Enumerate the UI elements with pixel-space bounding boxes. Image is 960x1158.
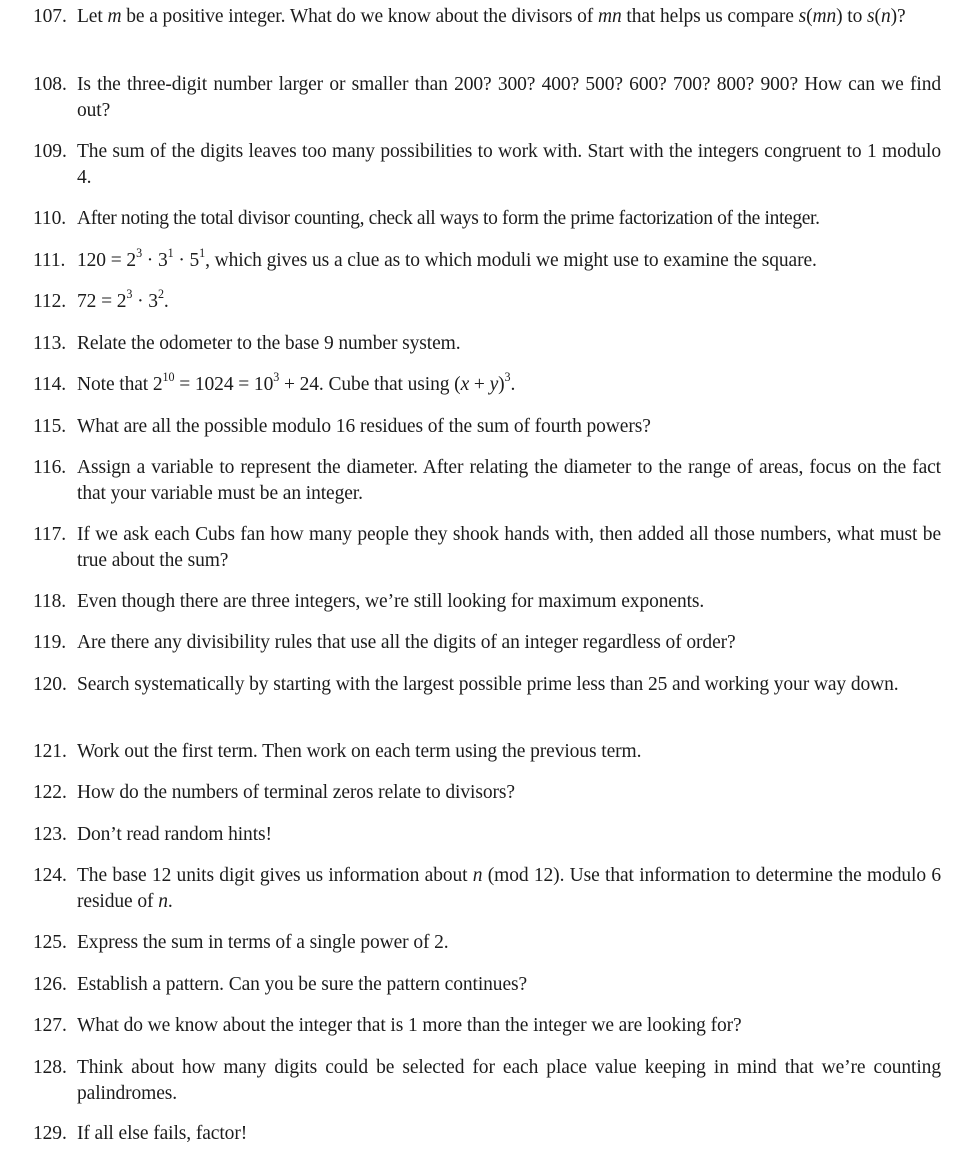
hint-text: What are all the possible modulo 16 residues of the sum of fourth powers? xyxy=(77,416,651,437)
math-variable: n xyxy=(880,6,891,27)
hint-number: 111. xyxy=(33,250,66,271)
math-variable: x xyxy=(460,374,470,395)
exponent: 3 xyxy=(136,245,143,260)
hint-text: How do the numbers of terminal zeros relate to divisors? xyxy=(77,782,515,803)
exponent: 1 xyxy=(199,245,206,260)
hint-text: Express the sum in terms of a single power of 2. xyxy=(77,932,449,953)
hint-text: If all else fails, factor! xyxy=(77,1123,248,1144)
hint-text: If we ask each Cubs fan how many people they shook hands with, then added all those numbers, what must be true about the sum? xyxy=(77,524,941,571)
hint-number: 112. xyxy=(33,291,67,312)
exponent: 1 xyxy=(167,245,174,260)
hint-text: Let m be a positive integer. What do we know about the divisors of mn that helps us compare s(mn) to s(n)? xyxy=(77,6,906,27)
hint-number: 107. xyxy=(33,6,67,27)
math-variable: n xyxy=(158,890,168,912)
hint-number: 116. xyxy=(33,457,67,478)
hint-text: The sum of the digits leaves too many possibilities to work with. Start with the integers congruent to 1 modulo 4. xyxy=(77,141,941,188)
hint-text: What do we know about the integer that is 1 more than the integer we are looking for? xyxy=(77,1015,742,1036)
hint-number: 121. xyxy=(33,741,67,762)
hint-number: 113. xyxy=(33,333,67,354)
hint-text: Don’t read random hints! xyxy=(77,824,272,845)
math-variable: s xyxy=(798,6,807,27)
hint-number: 108. xyxy=(33,74,67,95)
exponent: 10 xyxy=(162,369,175,384)
hint-number: 125. xyxy=(33,932,67,953)
hint-text: Are there any divisibility rules that use all the digits of an integer regardless of order? xyxy=(77,632,736,653)
math-variable: mn xyxy=(597,6,622,27)
hint-number: 123. xyxy=(33,824,67,845)
hint-number: 120. xyxy=(33,674,67,695)
hint-number: 110. xyxy=(33,208,67,229)
hint-text: Work out the first term. Then work on each term using the previous term. xyxy=(77,741,642,762)
hint-number: 115. xyxy=(33,416,67,437)
hint-number: 124. xyxy=(33,865,67,886)
hint-text: Assign a variable to represent the diameter. After relating the diameter to the range of areas, focus on the fact that your variable must be an integer. xyxy=(77,457,941,504)
hint-text: Relate the odometer to the base 9 number system. xyxy=(77,333,461,354)
math-variable: m xyxy=(107,6,122,27)
hint-number: 129. xyxy=(33,1123,67,1144)
hint-text: $72 = 2^3 \cdot 3^2$. xyxy=(77,286,169,312)
hint-text: Search systematically by starting with the largest possible prime less than 25 and working your way down. xyxy=(77,674,899,695)
hint-number: 118. xyxy=(33,591,67,612)
exponent: 3 xyxy=(504,369,511,384)
hint-number: 119. xyxy=(33,632,67,653)
exponent: 2 xyxy=(157,286,164,301)
math-variable: mn xyxy=(812,6,837,27)
math-variable: n xyxy=(472,865,483,886)
hint-text: Think about how many digits could be selected for each place value keeping in mind that we’re counting palindromes. xyxy=(77,1057,941,1104)
math-variable: s xyxy=(867,6,875,27)
hint-text: Is the three-digit number larger or smaller than 200? 300? 400? 500? 600? 700? 800? 900? How can we find out? xyxy=(77,74,941,121)
hint-number: 126. xyxy=(33,974,67,995)
hint-text: Even though there are three integers, we’re still looking for maximum exponents. xyxy=(77,591,705,612)
hint-number: 117. xyxy=(33,524,67,545)
exponent: 3 xyxy=(126,286,133,301)
math-variable: y xyxy=(489,374,499,395)
hint-number: 128. xyxy=(33,1057,67,1078)
hint-text: Establish a pattern. Can you be sure the pattern continues? xyxy=(77,974,528,995)
hint-number: 114. xyxy=(33,374,67,395)
hint-text: Note that $2^{10} = 1024 = 10^3 + 24$. Cube that using $(x + y)^3$. xyxy=(77,369,516,395)
hint-number: 122. xyxy=(33,782,67,803)
exponent: 3 xyxy=(273,369,280,384)
hint-text: $120 = 2^3 \cdot 3^1 \cdot 5^1$, which gives us a clue as to which moduli we might use to examine the square. xyxy=(77,245,817,271)
hint-number: 127. xyxy=(33,1015,67,1036)
hint-text: After noting the total divisor counting, check all ways to form the prime factorization of the integer. xyxy=(77,208,820,229)
hint-number: 109. xyxy=(33,141,67,162)
hint-text: The base 12 units digit gives us information about n (mod 12). Use that information to determine the modulo 6 residue of n. xyxy=(77,865,941,912)
